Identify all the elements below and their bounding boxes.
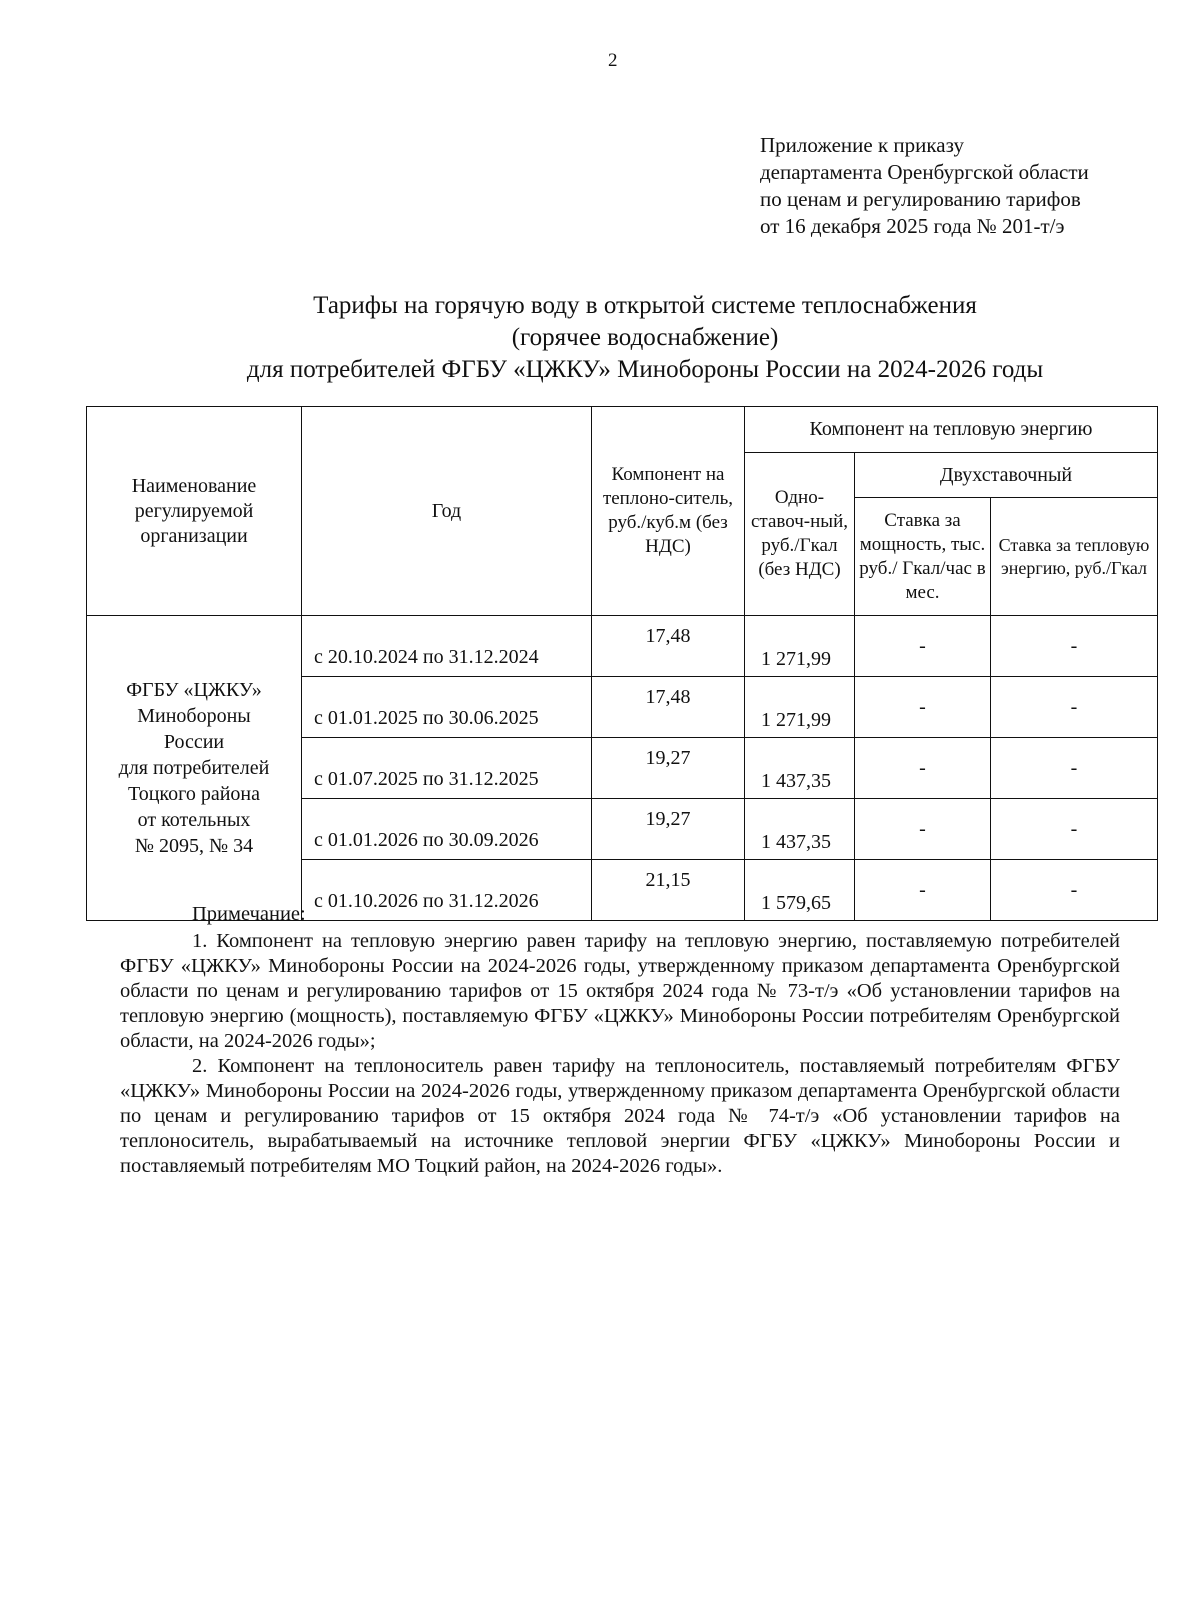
appendix-line: департамента Оренбургской области (760, 160, 1089, 184)
period-cell: с 01.01.2026 по 30.09.2026 (302, 799, 592, 860)
energy-rate-cell: - (991, 799, 1158, 860)
single-rate-cell: 1 271,99 (745, 677, 855, 738)
energy-rate-cell: - (991, 677, 1158, 738)
title-line: (горячее водоснабжение) (511, 324, 779, 351)
title-line: для потребителей ФГБУ «ЦЖКУ» Минобороны России на 2024-2026 годы (246, 356, 1044, 383)
org-line: России (163, 731, 225, 753)
period-cell: с 01.10.2026 по 31.12.2026 (302, 860, 592, 921)
coolant-cell: 19,27 (592, 738, 745, 799)
header-org: Наименование регулируемой организации (87, 407, 302, 616)
title-line: Тарифы на горячую воду в открытой системе теплоснабжения (313, 292, 977, 319)
period-cell: с 01.01.2025 по 30.06.2025 (302, 677, 592, 738)
tariff-table (86, 406, 1158, 921)
period-cell: с 20.10.2024 по 31.12.2024 (302, 616, 592, 677)
coolant-cell: 19,27 (592, 799, 745, 860)
org-line: Тоцкого района (128, 783, 260, 805)
header-heat-component: Компонент на тепловую энергию (745, 407, 1158, 453)
capacity-rate-cell: - (855, 799, 991, 860)
appendix-note (760, 132, 1190, 240)
org-line: № 2095, № 34 (134, 835, 254, 857)
page-number: 2 (608, 50, 618, 71)
org-line: Минобороны (137, 705, 251, 727)
appendix-line: от 16 декабря 2025 года № 201-т/э (760, 214, 1065, 238)
capacity-rate-cell: - (855, 738, 991, 799)
capacity-rate-cell: - (855, 616, 991, 677)
single-rate-cell: 1 579,65 (745, 860, 855, 921)
capacity-rate-cell: - (855, 677, 991, 738)
note-item: 2. Компонент на теплоноситель равен тарифу на теплоноситель, поставляемый потребителям ФГБУ «ЦЖКУ» Минобороны России на 2024-2026 годы, утвержденному приказом департамента Оренбургской области по ценам и регулированию тарифов от 15 октября 2024 года № 74-т/э «Об установлении тарифов на теплоноситель, вырабатываемый на источнике тепловой энергии ФГБУ «ЦЖКУ» Минобороны России и поставляемый потребителям МО Тоцкий район, на 2024-2026 годы». (120, 1055, 1120, 1177)
table-row (87, 616, 1158, 677)
header-coolant: Компонент на теплоно-ситель, руб./куб.м (без НДС) (592, 407, 745, 616)
header-capacity-rate: Ставка за мощность, тыс. руб./ Гкал/час в мес. (855, 498, 991, 616)
energy-rate-cell: - (991, 616, 1158, 677)
document-title (150, 290, 1140, 386)
single-rate-cell: 1 271,99 (745, 616, 855, 677)
notes-section (120, 902, 1120, 1179)
org-cell (87, 616, 302, 921)
single-rate-cell: 1 437,35 (745, 799, 855, 860)
header-single-rate: Одно-ставоч-ный, руб./Гкал (без НДС) (745, 453, 855, 616)
appendix-line: Приложение к приказу (760, 133, 964, 157)
energy-rate-cell: - (991, 860, 1158, 921)
note-item: 1. Компонент на тепловую энергию равен тарифу на тепловую энергию, поставляемую потребителей ФГБУ «ЦЖКУ» Минобороны России на 2024-2026 годы, утвержденному приказом департамента Оренбургской области по ценам и регулированию тарифов от 15 октября 2024 года № 73-т/э «Об установлении тарифов на тепловую энергию (мощность), поставляемую ФГБУ «ЦЖКУ» Минобороны России потребителям Оренбургской области, на 2024-2026 годы»; (120, 930, 1120, 1052)
header-energy-rate: Ставка за тепловую энергию, руб./Гкал (991, 498, 1158, 616)
period-cell: с 01.07.2025 по 31.12.2025 (302, 738, 592, 799)
notes-heading: Примечание: (192, 903, 306, 925)
single-rate-cell: 1 437,35 (745, 738, 855, 799)
coolant-cell: 17,48 (592, 677, 745, 738)
coolant-cell: 17,48 (592, 616, 745, 677)
header-year: Год (302, 407, 592, 616)
appendix-line: по ценам и регулированию тарифов (760, 187, 1081, 211)
coolant-cell: 21,15 (592, 860, 745, 921)
header-two-rate: Двухставочный (855, 453, 1158, 498)
capacity-rate-cell: - (855, 860, 991, 921)
org-line: для потребителей (118, 757, 270, 779)
org-line: ФГБУ «ЦЖКУ» (126, 679, 262, 701)
org-line: от котельных (137, 809, 251, 831)
energy-rate-cell: - (991, 738, 1158, 799)
